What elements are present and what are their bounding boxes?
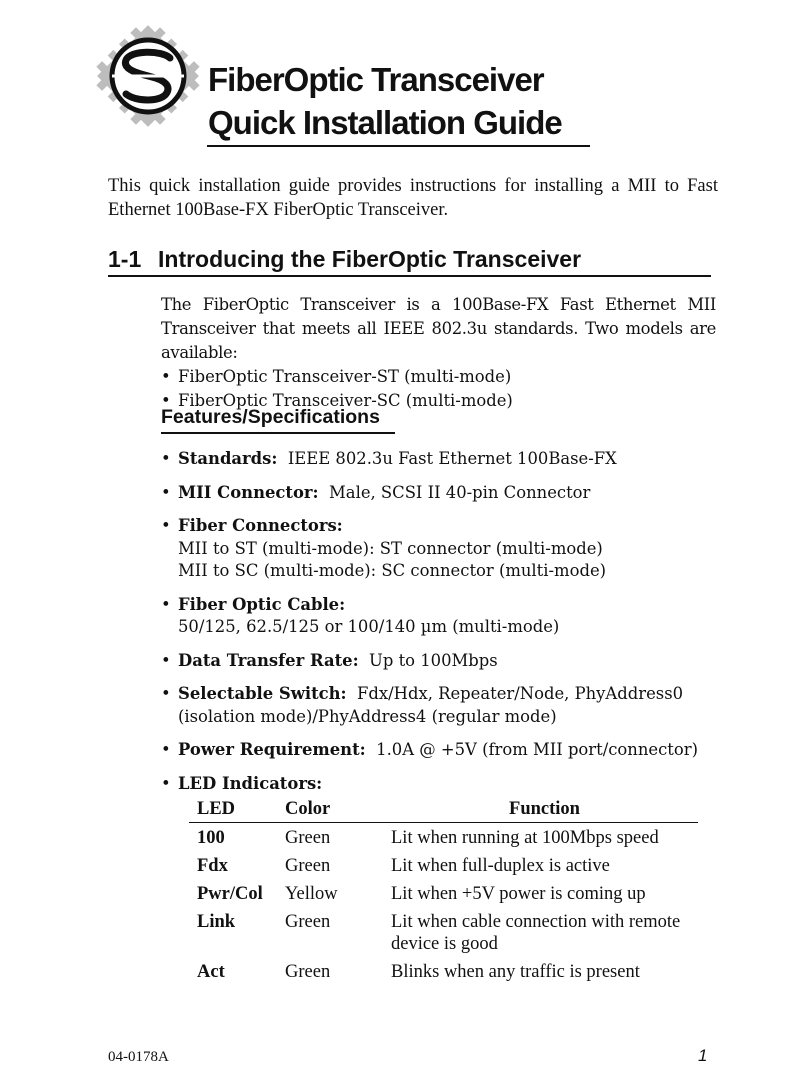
led-color: Green [285, 962, 331, 982]
feature-value-line: 50/125, 62.5/125 or 100/140 µm (multi-mode) [178, 617, 560, 636]
feature-value-line: MII to SC (multi-mode): SC connector (multi-mode) [178, 561, 607, 580]
table-row [189, 851, 698, 879]
intro-paragraph: This quick installation guide provides instructions for installing a MII to Fast Ethernet 100Base-FX FiberOptic Transceiver. [108, 176, 718, 220]
list-item: • FiberOptic Transceiver-ST (multi-mode) [161, 365, 716, 389]
list-item: • FiberOptic Transceiver-SC (multi-mode) [161, 389, 716, 413]
feature-item-mii-connector [161, 482, 721, 505]
led-name: Link [197, 912, 236, 932]
feature-item-selectable-switch [161, 683, 721, 728]
feature-value: Fdx/Hdx, Repeater/Node, PhyAddress0 (isolation mode)/PhyAddress4 (regular mode) [178, 684, 684, 726]
feature-item-data-rate [161, 650, 721, 673]
section-description: The FiberOptic Transceiver is a 100Base-FX Fast Ethernet MII Transceiver that meets all IEEE 802.3u standards. Two models are available: [161, 295, 716, 362]
title-divider [207, 145, 590, 147]
led-name: Act [197, 962, 225, 982]
feature-value-line: MII to ST (multi-mode): ST connector (multi-mode) [178, 538, 603, 558]
led-function: Blinks when any traffic is present [391, 962, 640, 982]
features-divider [161, 432, 395, 434]
table-row [189, 879, 698, 907]
feature-label: Data Transfer Rate: [178, 650, 359, 670]
feature-item-fiber-connectors [161, 515, 721, 583]
feature-item-fiber-cable [161, 594, 721, 639]
led-name: Pwr/Col [197, 884, 263, 904]
section-title: Introducing the FiberOptic Transceiver [158, 246, 582, 272]
features-heading: Features/Specifications [161, 406, 380, 428]
title-line-1: FiberOptic Transceiver [208, 61, 544, 98]
section-divider [108, 275, 711, 277]
feature-value: Up to 100Mbps [369, 650, 498, 670]
led-name: 100 [197, 828, 225, 848]
title-line-2: Quick Installation Guide [208, 104, 562, 141]
feature-label: Standards: [178, 449, 278, 468]
column-header-led: LED [189, 798, 285, 823]
feature-label: MII Connector: [178, 482, 319, 502]
column-header-function: Function [391, 798, 698, 823]
feature-item-led-indicators [161, 773, 721, 796]
feature-label: Selectable Switch: [178, 684, 347, 703]
table-row [189, 823, 698, 852]
led-table [189, 798, 698, 985]
section-heading [108, 246, 581, 273]
led-color: Green [285, 828, 331, 848]
led-function: Lit when cable connection with remote device is good [391, 912, 681, 954]
features-list [161, 448, 721, 806]
section-number: 1-1 [108, 246, 142, 272]
section-body [161, 293, 716, 413]
led-color: Green [285, 856, 331, 876]
feature-value: 1.0A @ +5V (from MII port/connector) [376, 740, 698, 759]
table-header-row [189, 798, 698, 823]
table-row [189, 957, 698, 985]
table-row [189, 907, 698, 957]
led-function: Lit when full-duplex is active [391, 856, 610, 876]
brand-logo-icon [92, 20, 204, 132]
feature-label: LED Indicators: [178, 773, 323, 793]
feature-label: • Fiber Connectors: [178, 516, 343, 535]
led-function: Lit when +5V power is coming up [391, 884, 646, 904]
feature-value: IEEE 802.3u Fast Ethernet 100Base-FX [287, 449, 617, 468]
led-color: Yellow [285, 884, 338, 904]
feature-label: • Fiber Optic Cable: [178, 594, 346, 614]
led-name: Fdx [197, 856, 228, 876]
feature-item-power [161, 739, 721, 762]
document-code: 04-0178A [108, 1049, 169, 1065]
page-number: 1 [698, 1046, 708, 1065]
feature-value: Male, SCSI II 40-pin Connector [329, 482, 591, 502]
led-color: Green [285, 912, 331, 932]
feature-label: Power Requirement: [178, 740, 366, 759]
feature-item-standards [161, 448, 721, 471]
page-title [208, 58, 562, 144]
column-header-color: Color [285, 798, 391, 823]
led-function: Lit when running at 100Mbps speed [391, 828, 659, 848]
